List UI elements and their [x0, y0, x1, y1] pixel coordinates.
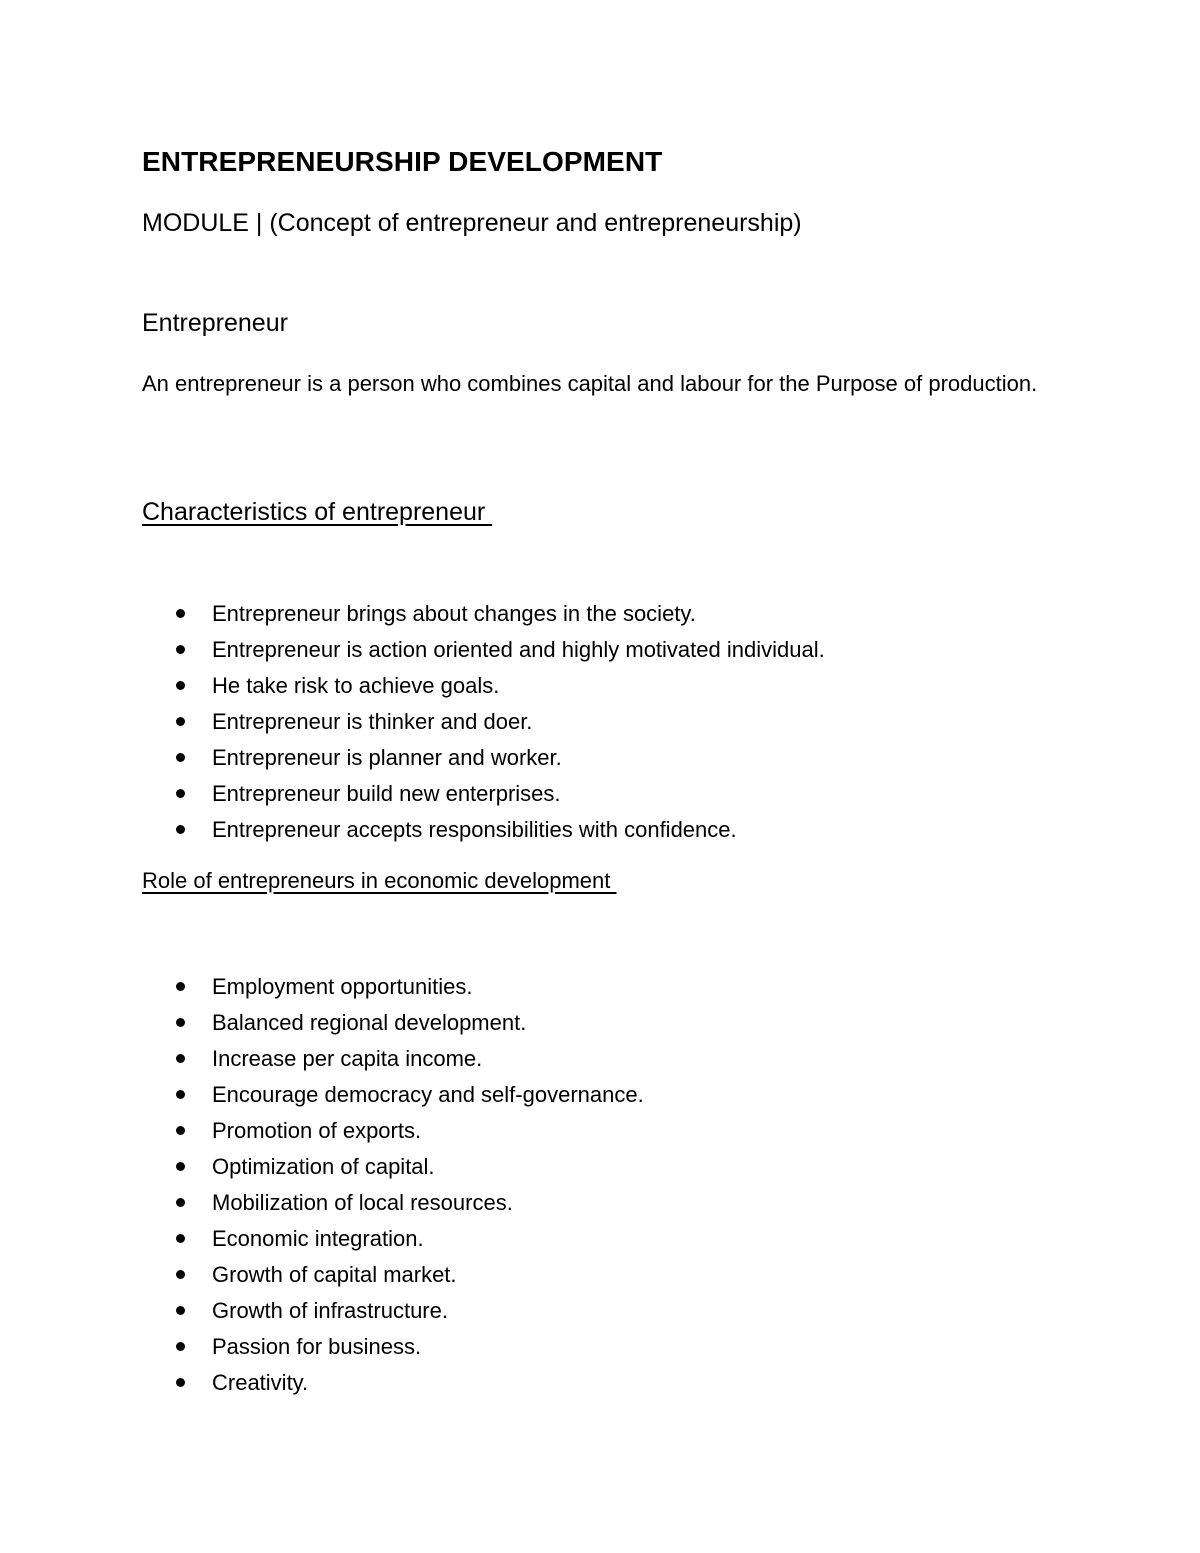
bullet-icon — [176, 1054, 185, 1063]
document-title: ENTREPRENEURSHIP DEVELOPMENT — [142, 146, 663, 177]
list-item-text: Entrepreneur accepts responsibilities with confidence. — [212, 817, 737, 842]
list-item-text: Employment opportunities. — [212, 974, 473, 999]
bullet-icon — [176, 1270, 185, 1279]
bullet-icon — [176, 1198, 185, 1207]
entrepreneur-definition: An entrepreneur is a person who combines capital and labour for the Purpose of production. — [142, 371, 1038, 396]
list-item-text: Mobilization of local resources. — [212, 1190, 513, 1215]
characteristics-list — [142, 596, 825, 848]
bullet-icon — [176, 1342, 185, 1351]
bullet-icon — [176, 681, 185, 690]
list-item-text: Growth of capital market. — [212, 1262, 457, 1287]
entrepreneur-heading: Entrepreneur — [142, 309, 288, 337]
bullet-icon — [176, 753, 185, 762]
bullet-icon — [176, 1234, 185, 1243]
list-item-text: Passion for business. — [212, 1334, 422, 1359]
bullet-icon — [176, 1018, 185, 1027]
list-item — [142, 1365, 644, 1401]
bullet-icon — [176, 982, 185, 991]
bullet-icon — [176, 645, 185, 654]
characteristics-heading: Characteristics of entrepreneur — [142, 498, 493, 526]
bullet-icon — [176, 1090, 185, 1099]
list-item-text: Entrepreneur is planner and worker. — [212, 745, 562, 770]
bullet-icon — [176, 789, 185, 798]
list-item-text: Balanced regional development. — [212, 1010, 527, 1035]
list-item — [142, 812, 825, 848]
module-line: MODULE | (Concept of entrepreneur and entrepreneurship) — [142, 209, 802, 237]
list-item — [142, 1293, 644, 1329]
list-item — [142, 1005, 644, 1041]
list-item-text: Economic integration. — [212, 1226, 424, 1251]
bullet-icon — [176, 609, 185, 618]
list-item — [142, 969, 644, 1005]
list-item-text: Entrepreneur build new enterprises. — [212, 781, 561, 806]
list-item-text: Encourage democracy and self-governance. — [212, 1082, 644, 1107]
list-item — [142, 1185, 644, 1221]
list-item-text: Increase per capita income. — [212, 1046, 483, 1071]
list-item-text: Growth of infrastructure. — [212, 1298, 448, 1323]
list-item — [142, 632, 825, 668]
list-item — [142, 1149, 644, 1185]
list-item-text: Optimization of capital. — [212, 1154, 435, 1179]
list-item-text: Promotion of exports. — [212, 1118, 422, 1143]
bullet-icon — [176, 825, 185, 834]
list-item-text: Entrepreneur is action oriented and highly motivated individual. — [212, 637, 825, 662]
bullet-icon — [176, 1306, 185, 1315]
list-item — [142, 704, 825, 740]
list-item-text: He take risk to achieve goals. — [212, 673, 500, 698]
bullet-icon — [176, 1126, 185, 1135]
list-item — [142, 1077, 644, 1113]
bullet-icon — [176, 1162, 185, 1171]
bullet-icon — [176, 1378, 185, 1387]
list-item — [142, 1221, 644, 1257]
list-item — [142, 668, 825, 704]
list-item — [142, 596, 825, 632]
list-item — [142, 776, 825, 812]
list-item — [142, 1041, 644, 1077]
role-heading: Role of entrepreneurs in economic development — [142, 868, 617, 893]
list-item-text: Creativity. — [212, 1370, 309, 1395]
list-item — [142, 1113, 644, 1149]
list-item — [142, 740, 825, 776]
role-list — [142, 969, 644, 1401]
list-item — [142, 1329, 644, 1365]
bullet-icon — [176, 717, 185, 726]
list-item-text: Entrepreneur brings about changes in the society. — [212, 601, 696, 626]
list-item — [142, 1257, 644, 1293]
list-item-text: Entrepreneur is thinker and doer. — [212, 709, 533, 734]
